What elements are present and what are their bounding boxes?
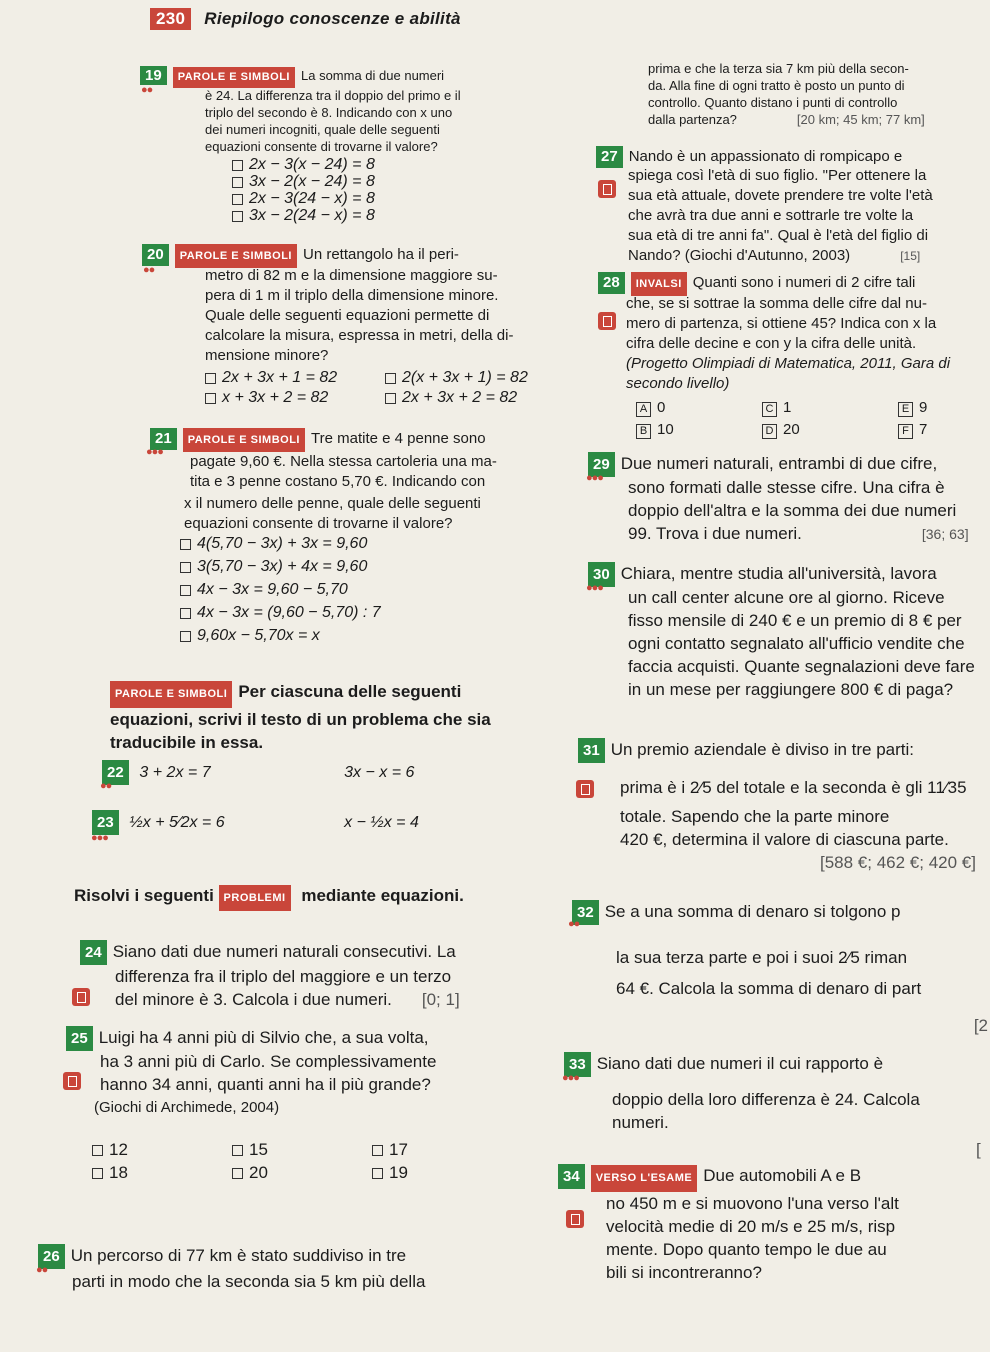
- text-line: tita e 3 penne costano 5,70 €. Indicando con: [190, 473, 486, 490]
- checkbox[interactable]: [232, 1168, 243, 1179]
- page-header: [150, 8, 461, 30]
- text-line: bili si incontreranno?: [606, 1263, 762, 1282]
- exercise-29: [588, 452, 988, 477]
- option-text: 1: [783, 399, 792, 416]
- text-line: 99. Trova i due numeri.: [628, 524, 802, 543]
- exercise-25-options: [92, 1138, 492, 1184]
- exercise-26-continued: [648, 60, 988, 128]
- digital-resource-icon[interactable]: [598, 180, 616, 198]
- text-line: Chiara, mentre studia all'università, lavora: [620, 564, 937, 583]
- exercise-number: 29: [588, 452, 615, 477]
- option-text: 2x + 3x + 1 = 82: [222, 369, 338, 386]
- option-text: 2x − 3(24 − x) = 8: [249, 190, 375, 207]
- text-line: triplo del secondo è 8. Indicando con x uno: [205, 105, 453, 120]
- exercise-29-text: [628, 476, 988, 546]
- exercise-19: [140, 66, 570, 88]
- text-line: Un premio aziendale è diviso in tre parti:: [610, 740, 915, 759]
- text-line: pera di 1 m il triplo della dimensione minore.: [205, 287, 499, 304]
- exercise-30: [588, 562, 988, 587]
- difficulty-dots: ●●●: [91, 832, 108, 844]
- text-line: traducibile in essa.: [110, 733, 264, 752]
- exercise-21: [150, 428, 590, 452]
- exercise-34-text: [606, 1192, 988, 1284]
- answer: [0; 1]: [421, 990, 460, 1009]
- text-line: Nando? (Giochi d'Autunno, 2003): [628, 247, 851, 264]
- text-line: Risolvi i seguenti: [74, 886, 214, 905]
- text-line: fisso mensile di 240 € e un premio di 8 € per: [628, 611, 962, 630]
- text-line: in un mese per raggiungere 800 € di paga?: [628, 680, 954, 699]
- text-line: doppio dell'altra e la somma dei due numeri: [628, 501, 957, 520]
- equation: ½x + 5⁄2x = 6: [129, 814, 225, 831]
- text-line: da. Alla fine di ogni tratto è posto un punto di: [648, 78, 905, 93]
- difficulty-dots: ●●●: [586, 582, 603, 594]
- difficulty-dots: ●●: [36, 1264, 48, 1276]
- digital-resource-icon[interactable]: [598, 312, 616, 330]
- text-line: secondo livello): [626, 375, 730, 392]
- text-line: mente. Dopo quanto tempo le due au: [606, 1240, 887, 1259]
- checkbox[interactable]: [232, 160, 243, 171]
- exercise-number: 30: [588, 562, 615, 587]
- option-text: 0: [657, 399, 666, 416]
- text-line: sua età attuale, dovete prendere tre volte l'età: [628, 187, 933, 204]
- option-text: 9: [919, 399, 928, 416]
- exercise-22: [102, 760, 582, 785]
- checkbox[interactable]: [232, 194, 243, 205]
- text-line: Un percorso di 77 km è stato suddiviso in tre: [70, 1246, 407, 1265]
- text-line: equazioni consente di trovarne il valore?: [184, 515, 453, 532]
- exercise-25-text: [100, 1050, 580, 1096]
- digital-resource-icon[interactable]: [72, 988, 90, 1006]
- exercise-number: 28: [598, 272, 625, 294]
- option-letter[interactable]: B: [636, 424, 651, 439]
- option-text: 4x − 3x = 9,60 − 5,70: [197, 581, 348, 598]
- text-line: è 24. La differenza tra il doppio del primo e il: [205, 88, 461, 103]
- exercise-31-text: [620, 776, 988, 874]
- checkbox[interactable]: [232, 177, 243, 188]
- text-line: ha 3 anni più di Carlo. Se complessivamente: [100, 1052, 437, 1071]
- answer: [20 km; 45 km; 77 km]: [796, 112, 925, 127]
- exercise-number: 20: [142, 244, 169, 266]
- tag-problemi: PROBLEMI: [219, 885, 291, 911]
- option-text: 4(5,70 − 3x) + 3x = 9,60: [197, 535, 368, 552]
- exercise-20: [142, 244, 582, 268]
- text-line: 420 €, determina il valore di ciascuna parte.: [620, 830, 949, 849]
- text-line: prima è i 2⁄5 del totale e la seconda è gli 11⁄35: [620, 778, 967, 797]
- exercise-27-text: [628, 166, 988, 266]
- text-line: parti in modo che la seconda sia 5 km più della: [72, 1272, 426, 1291]
- text-line: numeri.: [612, 1113, 669, 1132]
- text-line: del minore è 3. Calcola i due numeri.: [115, 990, 392, 1009]
- option-text: x + 3x + 2 = 82: [222, 389, 329, 406]
- text-line: (Progetto Olimpiadi di Matematica, 2011, Gara di: [626, 355, 951, 372]
- answer: [: [976, 1140, 981, 1159]
- exercise-24-text: [115, 965, 585, 1011]
- text-line: totale. Sapendo che la parte minore: [620, 807, 890, 826]
- exercise-25-source: (Giochi di Archimede, 2004): [94, 1099, 280, 1116]
- checkbox[interactable]: [205, 373, 216, 384]
- text-line: che, se si sottrae la somma delle cifre dal nu-: [626, 295, 927, 312]
- option-text: 7: [919, 421, 928, 438]
- exercise-number: 26: [38, 1244, 65, 1269]
- text-line: prima e che la terza sia 7 km più della secon-: [648, 61, 909, 76]
- text-line: Siano dati due numeri naturali consecutivi. La: [112, 942, 456, 961]
- text-line: hanno 34 anni, quanti anni ha il più grande?: [100, 1075, 431, 1094]
- text-line: faccia acquisti. Quante segnalazioni deve fare: [628, 657, 975, 676]
- answer: [36; 63]: [921, 526, 969, 542]
- difficulty-dots: ●●●: [586, 472, 603, 484]
- exercise-25: [66, 1026, 586, 1051]
- text-line: Due automobili A e B: [703, 1166, 862, 1185]
- difficulty-dots: ●●●: [562, 1072, 579, 1084]
- difficulty-dots: ●●: [568, 918, 580, 930]
- checkbox[interactable]: [92, 1145, 103, 1156]
- text-line: Se a una somma di denaro si tolgono p: [604, 902, 901, 921]
- exercise-number: 33: [564, 1052, 591, 1077]
- text-line: Siano dati due numeri il cui rapporto è: [596, 1054, 884, 1073]
- checkbox[interactable]: [92, 1168, 103, 1179]
- exercise-21-text-b: [184, 494, 584, 534]
- exercise-21-options: [180, 534, 381, 646]
- option-text: 2x + 3x + 2 = 82: [402, 389, 518, 406]
- option-letter[interactable]: E: [898, 402, 913, 417]
- option-text: 19: [389, 1163, 408, 1182]
- text-line: La somma di due numeri: [301, 68, 445, 83]
- difficulty-dots: ●●: [141, 84, 153, 96]
- text-line: Per ciascuna delle seguenti: [238, 682, 462, 701]
- text-line: ogni contatto segnalato all'ufficio vendite che: [628, 634, 965, 653]
- checkbox[interactable]: [180, 631, 191, 642]
- digital-resource-icon[interactable]: [576, 780, 594, 798]
- text-line: Luigi ha 4 anni più di Silvio che, a sua volta,: [98, 1028, 429, 1047]
- tag-invalsi: INVALSI: [631, 272, 687, 296]
- option-text: 20: [249, 1163, 268, 1182]
- option-text: 2x − 3(x − 24) = 8: [249, 156, 375, 173]
- option-text: 18: [109, 1163, 128, 1182]
- option-text: 3x − 2(24 − x) = 8: [249, 207, 375, 224]
- exercise-number: 24: [80, 940, 107, 965]
- text-line: doppio della loro differenza è 24. Calcola: [612, 1090, 920, 1109]
- answer: [15]: [900, 249, 921, 263]
- text-line: la sua terza parte e poi i suoi 2⁄5 riman: [616, 948, 908, 967]
- text-line: no 450 m e si muovono l'una verso l'alt: [606, 1194, 899, 1213]
- parole-instructions: [110, 680, 580, 754]
- checkbox[interactable]: [385, 373, 396, 384]
- tag-verso-esame: VERSO L'ESAME: [591, 1165, 698, 1192]
- digital-resource-icon[interactable]: [566, 1210, 584, 1228]
- tag-parole-simboli: PAROLE E SIMBOLI: [175, 244, 297, 268]
- exercise-26: [38, 1244, 558, 1269]
- text-line: Nando è un appassionato di rompicapo e: [628, 148, 903, 165]
- exercise-28: [598, 272, 988, 296]
- text-line: Quale delle seguenti equazioni permette di: [205, 307, 490, 324]
- exercise-number: 32: [572, 900, 599, 925]
- exercise-34: [558, 1164, 988, 1192]
- checkbox[interactable]: [372, 1145, 383, 1156]
- equation: 3 + 2x = 7: [139, 764, 211, 781]
- exercise-number: 19: [140, 66, 167, 85]
- exercise-number: 34: [558, 1164, 585, 1189]
- tag-parole-simboli: PAROLE E SIMBOLI: [183, 428, 305, 452]
- exercise-19-text-b: [205, 104, 585, 155]
- checkbox[interactable]: [180, 608, 191, 619]
- checkbox[interactable]: [180, 585, 191, 596]
- exercise-28-options: [636, 398, 976, 440]
- option-text: 3x − 2(x − 24) = 8: [249, 173, 375, 190]
- text-line: 64 €. Calcola la somma di denaro di part: [616, 979, 922, 998]
- text-line: Quanti sono i numeri di 2 cifre tali: [692, 274, 916, 291]
- text-line: equazioni, scrivi il testo di un problema che sia: [110, 710, 491, 729]
- checkbox[interactable]: [372, 1168, 383, 1179]
- difficulty-dots: ●●●: [146, 446, 163, 458]
- exercise-20-options: [205, 368, 585, 408]
- section-heading: [74, 885, 594, 911]
- exercise-32-text: [616, 946, 988, 1037]
- text-line: equazioni consente di trovarne il valore?: [205, 139, 438, 154]
- exercise-31: [578, 738, 988, 763]
- checkbox[interactable]: [232, 1145, 243, 1156]
- exercise-19-options: [232, 156, 375, 224]
- text-line: dalla partenza?: [648, 112, 737, 127]
- exercise-number: 22: [102, 760, 129, 785]
- text-line: che avrà tra due anni e sottrarle tre volte la: [628, 207, 914, 224]
- option-letter[interactable]: C: [762, 402, 777, 417]
- option-text: 17: [389, 1140, 408, 1159]
- exercise-27: [596, 146, 988, 168]
- checkbox[interactable]: [385, 393, 396, 404]
- text-line: Due numeri naturali, entrambi di due cifre,: [620, 454, 938, 473]
- text-line: cifra delle decine e con y la cifra delle unità.: [626, 335, 917, 352]
- difficulty-dots: ●●: [143, 264, 155, 276]
- exercise-30-text: [628, 586, 988, 701]
- page-title: Riepilogo conoscenze e abilità: [204, 9, 461, 28]
- digital-resource-icon[interactable]: [63, 1072, 81, 1090]
- checkbox[interactable]: [180, 562, 191, 573]
- exercise-23: [92, 810, 572, 835]
- text-line: sua età di tre anni fa". Qual è l'età del figlio di: [628, 227, 929, 244]
- exercise-20-text: [205, 266, 585, 366]
- difficulty-dots: ●●: [100, 780, 112, 792]
- tag-parole-simboli: PAROLE E SIMBOLI: [110, 681, 232, 708]
- option-text: 10: [657, 421, 674, 438]
- option-text: 3(5,70 − 3x) + 4x = 9,60: [197, 558, 368, 575]
- equation: 3x − x = 6: [344, 764, 415, 781]
- text-line: x il numero delle penne, quale delle seguenti: [184, 495, 481, 512]
- text-line: un call center alcune ore al giorno. Riceve: [628, 588, 945, 607]
- checkbox[interactable]: [205, 393, 216, 404]
- exercise-33: [564, 1052, 988, 1077]
- text-line: differenza fra il triplo del maggiore e un terzo: [115, 967, 452, 986]
- checkbox[interactable]: [180, 539, 191, 550]
- text-line: velocità medie di 20 m/s e 25 m/s, risp: [606, 1217, 896, 1236]
- answer: [588 €; 462 €; 420 €]: [820, 853, 976, 872]
- text-line: controllo. Quanto distano i punti di controllo: [648, 95, 898, 110]
- option-letter[interactable]: D: [762, 424, 777, 439]
- tag-parole-simboli: PAROLE E SIMBOLI: [173, 67, 295, 88]
- checkbox[interactable]: [232, 211, 243, 222]
- text-line: calcolare la misura, espressa in metri, della di-: [205, 327, 514, 344]
- text-line: mediante equazioni.: [301, 886, 464, 905]
- exercise-33-text: [612, 1088, 988, 1134]
- exercise-26-text: [72, 1270, 572, 1293]
- text-line: Tre matite e 4 penne sono: [311, 430, 486, 447]
- exercise-32: [572, 900, 988, 925]
- equation: x − ½x = 4: [344, 814, 419, 831]
- text-line: metro di 82 m e la dimensione maggiore su-: [205, 267, 498, 284]
- option-letter[interactable]: F: [898, 424, 913, 439]
- text-line: Un rettangolo ha il peri-: [303, 246, 459, 263]
- exercise-number: 27: [596, 146, 623, 168]
- option-text: 2(x + 3x + 1) = 82: [402, 369, 528, 386]
- option-letter[interactable]: A: [636, 402, 651, 417]
- text-line: dei numeri incogniti, quale delle seguenti: [205, 122, 440, 137]
- option-text: 20: [783, 421, 800, 438]
- option-text: 15: [249, 1140, 268, 1159]
- text-line: spiega così l'età di suo figlio. "Per ottenere la: [628, 167, 927, 184]
- option-text: 12: [109, 1140, 128, 1159]
- exercise-19-text: [205, 87, 585, 104]
- exercise-number: 21: [150, 428, 177, 450]
- text-line: mero di partenza, si ottiene 45? Indica con x la: [626, 315, 937, 332]
- text-line: mensione minore?: [205, 347, 329, 364]
- answer: [2: [973, 1016, 988, 1035]
- text-line: sono formati dalle stesse cifre. Una cifra è: [628, 478, 945, 497]
- exercise-number: 31: [578, 738, 605, 763]
- exercise-21-text: [190, 452, 585, 492]
- exercise-28-text: [626, 294, 988, 394]
- page-number: 230: [150, 8, 191, 30]
- exercise-number: 23: [92, 810, 119, 835]
- option-text: 9,60x − 5,70x = x: [197, 627, 320, 644]
- exercise-24: [80, 940, 580, 965]
- exercise-number: 25: [66, 1026, 93, 1051]
- option-text: 4x − 3x = (9,60 − 5,70) : 7: [197, 604, 381, 621]
- text-line: pagate 9,60 €. Nella stessa cartoleria una ma-: [190, 453, 497, 470]
